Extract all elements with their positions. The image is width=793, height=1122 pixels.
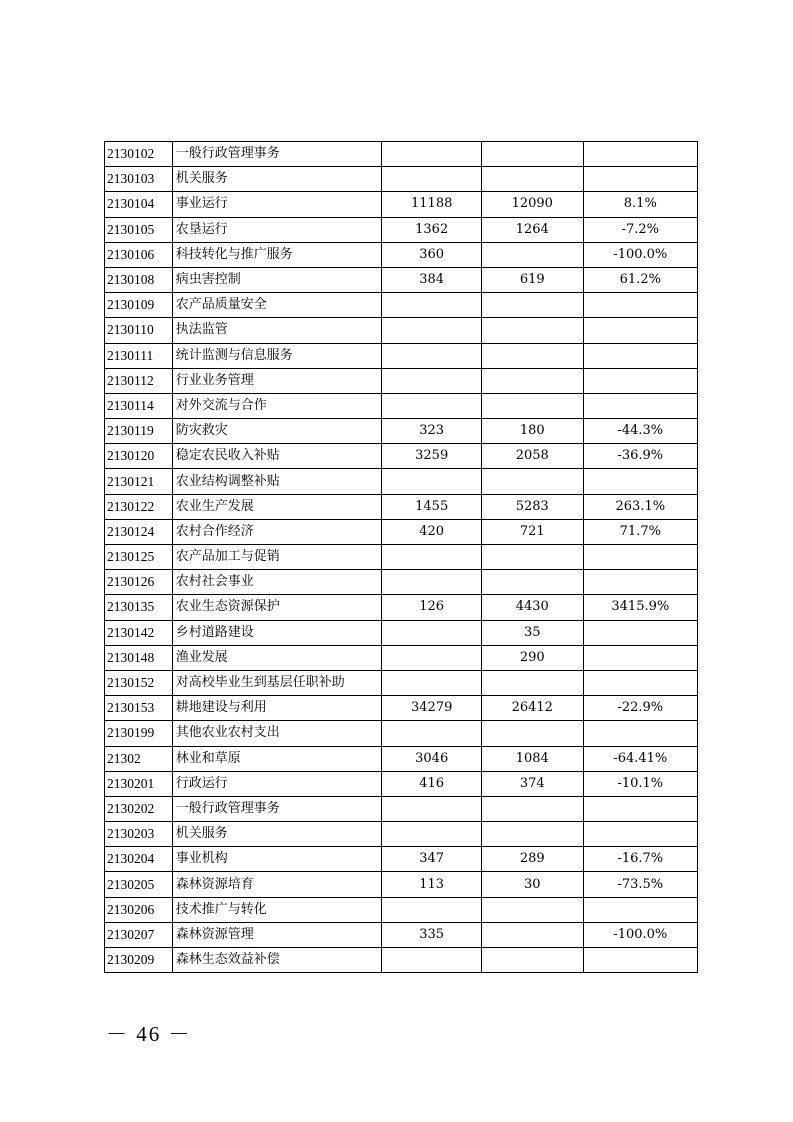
item-code-cell: 2130202	[105, 796, 173, 821]
table-row	[105, 620, 698, 645]
value-b-cell: 721	[481, 519, 583, 544]
value-b-cell: 180	[481, 419, 583, 444]
item-name-cell: 事业运行	[172, 192, 382, 217]
item-name-cell: 对外交流与合作	[172, 393, 382, 418]
item-name-cell: 农村合作经济	[172, 519, 382, 544]
value-b-cell	[481, 142, 583, 167]
table-row	[105, 822, 698, 847]
change-percent-cell: -36.9%	[583, 444, 697, 469]
item-name-cell: 行政运行	[172, 771, 382, 796]
value-b-cell: 12090	[481, 192, 583, 217]
table-row	[105, 267, 698, 292]
value-b-cell	[481, 469, 583, 494]
value-b-cell: 4430	[481, 595, 583, 620]
table-row	[105, 670, 698, 695]
value-a-cell: 1455	[382, 494, 482, 519]
item-name-cell: 技术推广与转化	[172, 897, 382, 922]
change-percent-cell	[583, 948, 697, 973]
item-code-cell: 2130204	[105, 847, 173, 872]
change-percent-cell: 3415.9%	[583, 595, 697, 620]
value-a-cell: 113	[382, 872, 482, 897]
value-a-cell	[382, 293, 482, 318]
value-a-cell: 360	[382, 242, 482, 267]
table-row	[105, 142, 698, 167]
value-b-cell	[481, 368, 583, 393]
item-name-cell: 耕地建设与利用	[172, 696, 382, 721]
item-code-cell: 2130103	[105, 167, 173, 192]
table-row	[105, 494, 698, 519]
budget-table	[104, 141, 698, 973]
change-percent-cell	[583, 822, 697, 847]
table-row	[105, 217, 698, 242]
value-b-cell: 5283	[481, 494, 583, 519]
change-percent-cell: -22.9%	[583, 696, 697, 721]
table-row	[105, 771, 698, 796]
item-name-cell: 林业和草原	[172, 746, 382, 771]
item-code-cell: 2130124	[105, 519, 173, 544]
value-a-cell	[382, 318, 482, 343]
table-row	[105, 318, 698, 343]
value-b-cell: 26412	[481, 696, 583, 721]
change-percent-cell: -73.5%	[583, 872, 697, 897]
value-b-cell	[481, 242, 583, 267]
item-name-cell: 森林资源管理	[172, 922, 382, 947]
item-name-cell: 乡村道路建设	[172, 620, 382, 645]
value-a-cell	[382, 822, 482, 847]
value-b-cell	[481, 897, 583, 922]
table-row	[105, 595, 698, 620]
item-code-cell: 2130126	[105, 570, 173, 595]
table-row	[105, 419, 698, 444]
value-b-cell: 1084	[481, 746, 583, 771]
item-code-cell: 2130114	[105, 393, 173, 418]
item-name-cell: 行业业务管理	[172, 368, 382, 393]
item-code-cell: 2130209	[105, 948, 173, 973]
item-name-cell: 统计监测与信息服务	[172, 343, 382, 368]
value-a-cell	[382, 368, 482, 393]
table-row	[105, 545, 698, 570]
table-row	[105, 393, 698, 418]
change-percent-cell	[583, 721, 697, 746]
value-a-cell: 126	[382, 595, 482, 620]
item-name-cell: 防灾救灾	[172, 419, 382, 444]
value-a-cell	[382, 393, 482, 418]
value-b-cell	[481, 343, 583, 368]
item-name-cell: 机关服务	[172, 822, 382, 847]
table-row	[105, 796, 698, 821]
change-percent-cell	[583, 670, 697, 695]
change-percent-cell	[583, 469, 697, 494]
value-a-cell: 3259	[382, 444, 482, 469]
value-a-cell: 420	[382, 519, 482, 544]
item-code-cell: 2130135	[105, 595, 173, 620]
change-percent-cell	[583, 343, 697, 368]
value-a-cell	[382, 721, 482, 746]
item-name-cell: 其他农业农村支出	[172, 721, 382, 746]
change-percent-cell	[583, 545, 697, 570]
item-code-cell: 2130119	[105, 419, 173, 444]
item-name-cell: 森林资源培育	[172, 872, 382, 897]
change-percent-cell	[583, 620, 697, 645]
value-a-cell: 416	[382, 771, 482, 796]
value-b-cell	[481, 948, 583, 973]
item-code-cell: 2130203	[105, 822, 173, 847]
item-name-cell: 科技转化与推广服务	[172, 242, 382, 267]
item-name-cell: 农业结构调整补贴	[172, 469, 382, 494]
item-code-cell: 2130205	[105, 872, 173, 897]
value-b-cell	[481, 570, 583, 595]
value-a-cell	[382, 545, 482, 570]
item-name-cell: 渔业发展	[172, 645, 382, 670]
item-code-cell: 2130109	[105, 293, 173, 318]
table-row	[105, 570, 698, 595]
item-name-cell: 农垦运行	[172, 217, 382, 242]
change-percent-cell	[583, 142, 697, 167]
change-percent-cell: -16.7%	[583, 847, 697, 872]
value-b-cell	[481, 670, 583, 695]
item-code-cell: 2130206	[105, 897, 173, 922]
value-a-cell: 323	[382, 419, 482, 444]
item-code-cell: 2130152	[105, 670, 173, 695]
change-percent-cell	[583, 293, 697, 318]
table-row	[105, 519, 698, 544]
item-code-cell: 2130112	[105, 368, 173, 393]
value-b-cell	[481, 318, 583, 343]
table-row	[105, 343, 698, 368]
item-code-cell: 2130199	[105, 721, 173, 746]
table-row	[105, 721, 698, 746]
value-a-cell	[382, 670, 482, 695]
item-code-cell: 21302	[105, 746, 173, 771]
value-b-cell	[481, 545, 583, 570]
value-b-cell: 374	[481, 771, 583, 796]
item-code-cell: 2130104	[105, 192, 173, 217]
value-b-cell	[481, 167, 583, 192]
value-a-cell: 335	[382, 922, 482, 947]
table-row	[105, 847, 698, 872]
change-percent-cell: -100.0%	[583, 242, 697, 267]
value-b-cell	[481, 393, 583, 418]
change-percent-cell: 71.7%	[583, 519, 697, 544]
value-a-cell	[382, 570, 482, 595]
value-a-cell: 11188	[382, 192, 482, 217]
item-name-cell: 事业机构	[172, 847, 382, 872]
item-name-cell: 稳定农民收入补贴	[172, 444, 382, 469]
change-percent-cell	[583, 318, 697, 343]
item-code-cell: 2130111	[105, 343, 173, 368]
table-row	[105, 368, 698, 393]
change-percent-cell	[583, 167, 697, 192]
value-a-cell: 347	[382, 847, 482, 872]
table-row	[105, 167, 698, 192]
table-body	[105, 142, 698, 973]
item-code-cell: 2130153	[105, 696, 173, 721]
change-percent-cell: 263.1%	[583, 494, 697, 519]
item-name-cell: 农产品加工与促销	[172, 545, 382, 570]
table-row	[105, 469, 698, 494]
value-a-cell: 384	[382, 267, 482, 292]
item-code-cell: 2130110	[105, 318, 173, 343]
item-name-cell: 农业生态资源保护	[172, 595, 382, 620]
value-a-cell	[382, 620, 482, 645]
value-b-cell: 289	[481, 847, 583, 872]
table-row	[105, 746, 698, 771]
value-a-cell: 1362	[382, 217, 482, 242]
value-b-cell	[481, 796, 583, 821]
item-code-cell: 2130122	[105, 494, 173, 519]
change-percent-cell: -44.3%	[583, 419, 697, 444]
table-row	[105, 922, 698, 947]
change-percent-cell	[583, 796, 697, 821]
value-b-cell: 2058	[481, 444, 583, 469]
item-code-cell: 2130120	[105, 444, 173, 469]
change-percent-cell: -100.0%	[583, 922, 697, 947]
value-b-cell	[481, 822, 583, 847]
table-row	[105, 444, 698, 469]
item-name-cell: 机关服务	[172, 167, 382, 192]
item-code-cell: 2130108	[105, 267, 173, 292]
value-b-cell: 30	[481, 872, 583, 897]
value-b-cell: 619	[481, 267, 583, 292]
item-code-cell: 2130105	[105, 217, 173, 242]
item-name-cell: 一般行政管理事务	[172, 796, 382, 821]
page-number: － 46 －	[106, 1022, 192, 1046]
item-code-cell: 2130142	[105, 620, 173, 645]
value-a-cell	[382, 796, 482, 821]
change-percent-cell	[583, 897, 697, 922]
item-name-cell: 农业生产发展	[172, 494, 382, 519]
item-code-cell: 2130106	[105, 242, 173, 267]
value-b-cell: 1264	[481, 217, 583, 242]
value-a-cell	[382, 469, 482, 494]
table-row	[105, 948, 698, 973]
table-row	[105, 293, 698, 318]
value-a-cell	[382, 645, 482, 670]
change-percent-cell	[583, 645, 697, 670]
value-a-cell	[382, 142, 482, 167]
change-percent-cell	[583, 393, 697, 418]
change-percent-cell: 8.1%	[583, 192, 697, 217]
change-percent-cell	[583, 570, 697, 595]
table-row	[105, 897, 698, 922]
item-name-cell: 病虫害控制	[172, 267, 382, 292]
table-row	[105, 645, 698, 670]
value-b-cell	[481, 721, 583, 746]
item-code-cell: 2130102	[105, 142, 173, 167]
item-code-cell: 2130125	[105, 545, 173, 570]
value-b-cell	[481, 293, 583, 318]
table-row	[105, 696, 698, 721]
change-percent-cell	[583, 368, 697, 393]
value-b-cell: 35	[481, 620, 583, 645]
change-percent-cell: 61.2%	[583, 267, 697, 292]
value-b-cell: 290	[481, 645, 583, 670]
value-a-cell	[382, 343, 482, 368]
item-code-cell: 2130121	[105, 469, 173, 494]
item-code-cell: 2130201	[105, 771, 173, 796]
item-name-cell: 执法监管	[172, 318, 382, 343]
change-percent-cell: -7.2%	[583, 217, 697, 242]
table-row	[105, 872, 698, 897]
change-percent-cell: -64.41%	[583, 746, 697, 771]
item-name-cell: 对高校毕业生到基层任职补助	[172, 670, 382, 695]
change-percent-cell: -10.1%	[583, 771, 697, 796]
item-code-cell: 2130148	[105, 645, 173, 670]
table-row	[105, 192, 698, 217]
value-a-cell: 3046	[382, 746, 482, 771]
value-a-cell	[382, 897, 482, 922]
item-name-cell: 一般行政管理事务	[172, 142, 382, 167]
item-name-cell: 森林生态效益补偿	[172, 948, 382, 973]
value-a-cell	[382, 167, 482, 192]
item-code-cell: 2130207	[105, 922, 173, 947]
item-name-cell: 农村社会事业	[172, 570, 382, 595]
item-name-cell: 农产品质量安全	[172, 293, 382, 318]
value-a-cell	[382, 948, 482, 973]
value-a-cell: 34279	[382, 696, 482, 721]
value-b-cell	[481, 922, 583, 947]
table-row	[105, 242, 698, 267]
